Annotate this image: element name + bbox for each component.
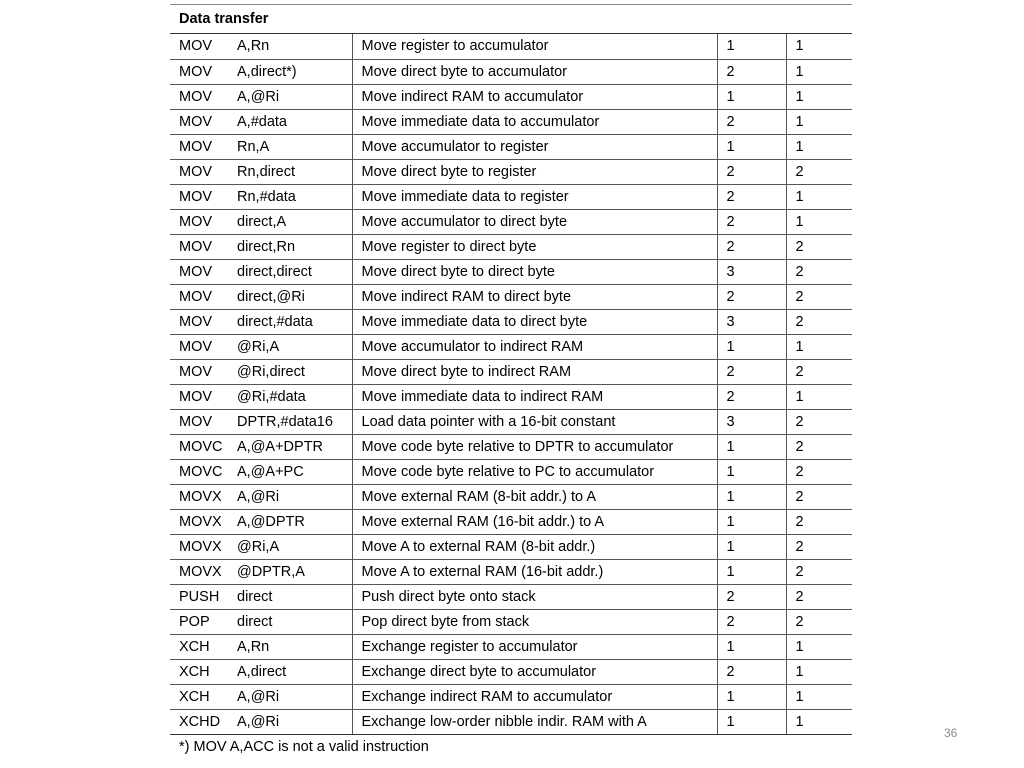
table-row [170,184,852,209]
cycles-cell: 2 [786,409,852,434]
table-row [170,284,852,309]
mnemonic: XCH [179,638,210,655]
cycles-cell: 2 [786,484,852,509]
bytes-cell: 2 [717,184,786,209]
instruction-cell [170,434,352,459]
mnemonic: PUSH [179,588,220,605]
cycles-cell: 1 [786,709,852,734]
operands: @Ri,#data [237,388,306,405]
description-cell: Move indirect RAM to direct byte [352,284,717,309]
instruction-cell [170,459,352,484]
operands: direct,#data [237,313,313,330]
description-cell: Move accumulator to indirect RAM [352,334,717,359]
bytes-cell: 1 [717,709,786,734]
description-cell: Move direct byte to direct byte [352,259,717,284]
instruction-cell [170,584,352,609]
operands: A,@DPTR [237,513,305,530]
cycles-cell: 1 [786,384,852,409]
description-cell: Move immediate data to accumulator [352,109,717,134]
description-cell: Move code byte relative to PC to accumulator [352,459,717,484]
bytes-cell: 2 [717,159,786,184]
mnemonic: MOVC [179,463,223,480]
cycles-cell: 1 [786,659,852,684]
instruction-cell [170,684,352,709]
cycles-cell: 2 [786,259,852,284]
table-row [170,34,852,59]
bytes-cell: 1 [717,334,786,359]
operands: A,direct*) [237,63,297,80]
mnemonic: XCHD [179,713,221,730]
bytes-cell: 1 [717,134,786,159]
instruction-cell [170,609,352,634]
table-row [170,609,852,634]
bytes-cell: 1 [717,34,786,59]
table-row [170,309,852,334]
mnemonic: MOV [179,38,213,55]
cycles-cell: 2 [786,284,852,309]
mnemonic: MOV [179,113,213,130]
cycles-cell: 1 [786,684,852,709]
bytes-cell: 2 [717,234,786,259]
instruction-cell [170,84,352,109]
mnemonic: MOV [179,63,213,80]
footnote: *) MOV A,ACC is not a valid instruction [179,738,429,755]
description-cell: Move A to external RAM (16-bit addr.) [352,559,717,584]
description-cell: Exchange direct byte to accumulator [352,659,717,684]
bytes-cell: 2 [717,659,786,684]
instruction-cell [170,484,352,509]
bytes-cell: 2 [717,384,786,409]
cycles-cell: 1 [786,209,852,234]
description-cell: Move register to accumulator [352,34,717,59]
mnemonic: MOV [179,238,213,255]
operands: @Ri,direct [237,363,305,380]
instruction-cell [170,359,352,384]
bytes-cell: 2 [717,59,786,84]
instruction-cell [170,209,352,234]
description-cell: Move accumulator to register [352,134,717,159]
description-cell: Move register to direct byte [352,234,717,259]
operands: @DPTR,A [237,563,305,580]
table-row [170,409,852,434]
operands: A,#data [237,113,287,130]
description-cell: Move immediate data to direct byte [352,309,717,334]
bytes-cell: 2 [717,359,786,384]
description-cell: Move external RAM (8-bit addr.) to A [352,484,717,509]
instruction-cell [170,259,352,284]
mnemonic: MOV [179,413,213,430]
operands: A,@Ri [237,688,280,705]
operands: Rn,A [237,138,270,155]
description-cell: Exchange indirect RAM to accumulator [352,684,717,709]
bytes-cell: 2 [717,584,786,609]
description-cell: Move code byte relative to DPTR to accumulator [352,434,717,459]
operands: DPTR,#data16 [237,413,333,430]
instruction-cell [170,284,352,309]
description-cell: Move indirect RAM to accumulator [352,84,717,109]
description-cell: Exchange register to accumulator [352,634,717,659]
operands: A,@A+PC [237,463,304,480]
instruction-cell [170,334,352,359]
instruction-cell [170,709,352,734]
instruction-cell [170,234,352,259]
description-cell: Push direct byte onto stack [352,584,717,609]
mnemonic: MOV [179,138,213,155]
operands: Rn,direct [237,163,296,180]
description-cell: Move immediate data to register [352,184,717,209]
mnemonic: XCH [179,663,210,680]
cycles-cell: 1 [786,634,852,659]
table-row [170,434,852,459]
description-cell: Move A to external RAM (8-bit addr.) [352,534,717,559]
table-row [170,259,852,284]
operands: direct,Rn [237,238,296,255]
mnemonic: MOV [179,363,213,380]
description-cell: Pop direct byte from stack [352,609,717,634]
operands: A,@A+DPTR [237,438,324,455]
mnemonic: MOV [179,163,213,180]
bytes-cell: 1 [717,459,786,484]
cycles-cell: 1 [786,84,852,109]
mnemonic: MOV [179,313,213,330]
mnemonic: MOVX [179,513,222,530]
mnemonic: MOV [179,338,213,355]
operands: @Ri,A [237,338,280,355]
bytes-cell: 1 [717,534,786,559]
mnemonic: MOV [179,263,213,280]
instruction-cell [170,34,352,59]
table-row [170,709,852,734]
table-row [170,84,852,109]
mnemonic: XCH [179,688,210,705]
cycles-cell: 2 [786,459,852,484]
description-cell: Load data pointer with a 16-bit constant [352,409,717,434]
data-transfer-table-section [170,4,852,755]
table-row [170,484,852,509]
operands: direct,direct [237,263,312,280]
instruction-cell [170,309,352,334]
cycles-cell: 2 [786,584,852,609]
description-cell: Move direct byte to register [352,159,717,184]
cycles-cell: 1 [786,334,852,359]
operands: Rn,#data [237,188,296,205]
table-row [170,534,852,559]
operands: A,@Ri [237,713,280,730]
cycles-cell: 1 [786,134,852,159]
cycles-cell: 1 [786,59,852,84]
instruction-cell [170,59,352,84]
instruction-cell [170,559,352,584]
description-cell: Move direct byte to accumulator [352,59,717,84]
operands: @Ri,A [237,538,280,555]
table-row [170,59,852,84]
operands: direct [237,588,273,605]
operands: A,@Ri [237,488,280,505]
bytes-cell: 1 [717,684,786,709]
instruction-cell [170,634,352,659]
operands: direct,A [237,213,287,230]
operands: A,Rn [237,38,270,55]
instruction-cell [170,384,352,409]
bytes-cell: 2 [717,109,786,134]
operands: A,direct [237,663,287,680]
description-cell: Move immediate data to indirect RAM [352,384,717,409]
mnemonic: MOVC [179,438,223,455]
description-cell: Move external RAM (16-bit addr.) to A [352,509,717,534]
table-row [170,559,852,584]
bytes-cell: 1 [717,634,786,659]
mnemonic: MOV [179,88,213,105]
table-row [170,359,852,384]
mnemonic: MOVX [179,538,222,555]
operands: A,@Ri [237,88,280,105]
instruction-cell [170,184,352,209]
section-title: Data transfer [170,5,852,34]
table-row [170,684,852,709]
operands: A,Rn [237,638,270,655]
cycles-cell: 1 [786,34,852,59]
instruction-cell [170,534,352,559]
cycles-cell: 1 [786,109,852,134]
operands: direct,@Ri [237,288,305,305]
bytes-cell: 3 [717,409,786,434]
mnemonic: MOV [179,288,213,305]
bytes-cell: 1 [717,509,786,534]
instruction-cell [170,159,352,184]
cycles-cell: 1 [786,184,852,209]
bytes-cell: 3 [717,309,786,334]
table-row [170,459,852,484]
bytes-cell: 2 [717,284,786,309]
mnemonic: MOVX [179,563,222,580]
bytes-cell: 1 [717,434,786,459]
bytes-cell: 1 [717,84,786,109]
bytes-cell: 1 [717,559,786,584]
instruction-cell [170,109,352,134]
mnemonic: MOV [179,213,213,230]
table-row [170,159,852,184]
bytes-cell: 2 [717,609,786,634]
description-cell: Exchange low-order nibble indir. RAM with A [352,709,717,734]
instruction-cell [170,409,352,434]
mnemonic: MOVX [179,488,222,505]
bytes-cell: 1 [717,484,786,509]
instruction-cell [170,509,352,534]
mnemonic: MOV [179,388,213,405]
instruction-table [170,34,852,735]
mnemonic: MOV [179,188,213,205]
table-row [170,334,852,359]
cycles-cell: 2 [786,434,852,459]
bytes-cell: 2 [717,209,786,234]
table-row [170,509,852,534]
cycles-cell: 2 [786,309,852,334]
table-row [170,234,852,259]
cycles-cell: 2 [786,359,852,384]
table-row [170,634,852,659]
table-row [170,109,852,134]
cycles-cell: 2 [786,159,852,184]
table-row [170,209,852,234]
instruction-rows [170,34,852,734]
cycles-cell: 2 [786,534,852,559]
cycles-cell: 2 [786,559,852,584]
table-row [170,134,852,159]
cycles-cell: 2 [786,234,852,259]
table-row [170,659,852,684]
description-cell: Move direct byte to indirect RAM [352,359,717,384]
mnemonic: POP [179,613,210,630]
instruction-cell [170,134,352,159]
description-cell: Move accumulator to direct byte [352,209,717,234]
bytes-cell: 3 [717,259,786,284]
page-number: 36 [944,726,958,740]
cycles-cell: 2 [786,609,852,634]
instruction-cell [170,659,352,684]
operands: direct [237,613,273,630]
table-row [170,384,852,409]
table-row [170,584,852,609]
cycles-cell: 2 [786,509,852,534]
